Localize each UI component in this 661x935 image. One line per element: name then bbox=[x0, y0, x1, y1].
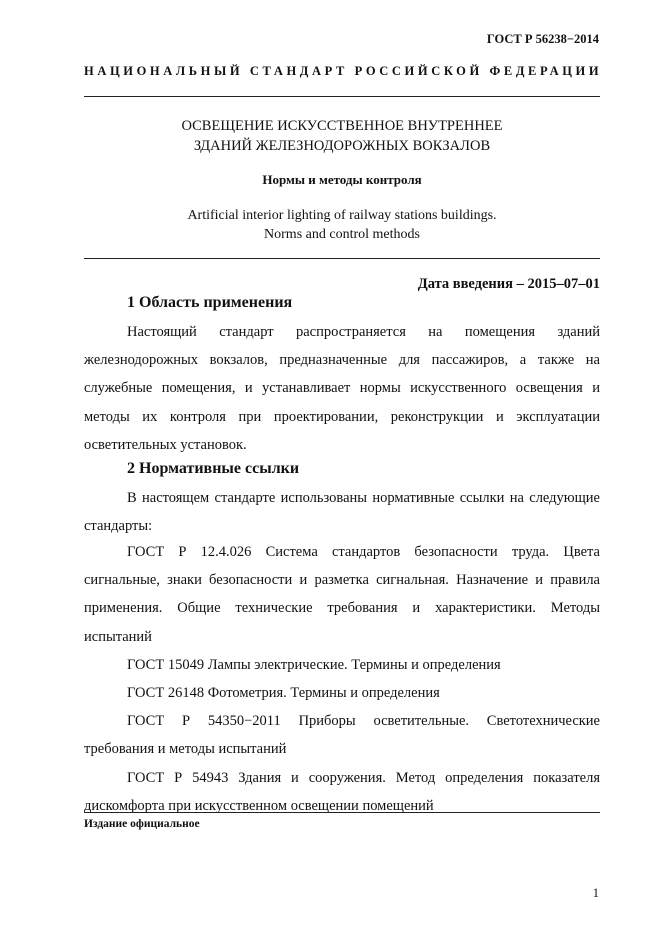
standard-title bbox=[84, 116, 600, 156]
edition-note: Издание официальное bbox=[84, 818, 200, 830]
title-line-2: ЗДАНИЙ ЖЕЛЕЗНОДОРОЖНЫХ ВОКЗАЛОВ bbox=[193, 138, 491, 154]
section-heading-references: 2 Нормативные ссылки bbox=[127, 460, 300, 477]
standard-subtitle: Нормы и методы контроля bbox=[262, 172, 422, 187]
reference-item: ГОСТ Р 54350−2011 Приборы осветительные. Светотехнические требования и методы испытаний bbox=[84, 713, 600, 758]
document-code: ГОСТ Р 56238−2014 bbox=[486, 32, 599, 46]
page-number: 1 bbox=[592, 886, 599, 900]
section-heading-scope: 1 Область применения bbox=[127, 294, 293, 311]
english-title bbox=[84, 206, 600, 244]
english-title-line-1: Artificial interior lighting of railway stations buildings. bbox=[187, 208, 497, 223]
introduction-date: Дата введения – 2015–07–01 bbox=[417, 276, 600, 292]
reference-item: ГОСТ Р 54943 Здания и сооружения. Метод определения показателя дискомфорта при искусственном освещении помещений bbox=[84, 769, 600, 814]
references-intro: В настоящем стандарте использованы нормативные ссылки на следующие стандарты: bbox=[84, 490, 600, 535]
english-title-line-2: Norms and control methods bbox=[264, 227, 420, 242]
references-list bbox=[84, 538, 600, 820]
national-standard-banner: НАЦИОНАЛЬНЫЙ СТАНДАРТ РОССИЙСКОЙ ФЕДЕРАЦИИ bbox=[84, 64, 603, 78]
reference-item: ГОСТ 26148 Фотометрия. Термины и определения bbox=[127, 685, 440, 702]
scope-paragraph: Настоящий стандарт распространяется на помещения зданий железнодорожных вокзалов, предназначенные для пассажиров, а также на служебные помещения, и устанавливает нормы искусственного освещения и методы их контроля при проектировании, реконструкции и эксплуатации осветительных установок. bbox=[84, 324, 600, 453]
reference-item: ГОСТ Р 12.4.026 Система стандартов безопасности труда. Цвета сигнальные, знаки безопасности и разметка сигнальная. Назначение и правила применения. Общие технические требования и характеристики. Методы испытаний bbox=[84, 544, 600, 645]
title-line-1: ОСВЕЩЕНИЕ ИСКУССТВЕННОЕ ВНУТРЕННЕЕ bbox=[181, 118, 503, 134]
title-divider bbox=[84, 258, 600, 259]
reference-item: ГОСТ 15049 Лампы электрические. Термины и определения bbox=[127, 656, 501, 673]
top-divider bbox=[84, 96, 600, 97]
footer-divider bbox=[84, 812, 600, 813]
